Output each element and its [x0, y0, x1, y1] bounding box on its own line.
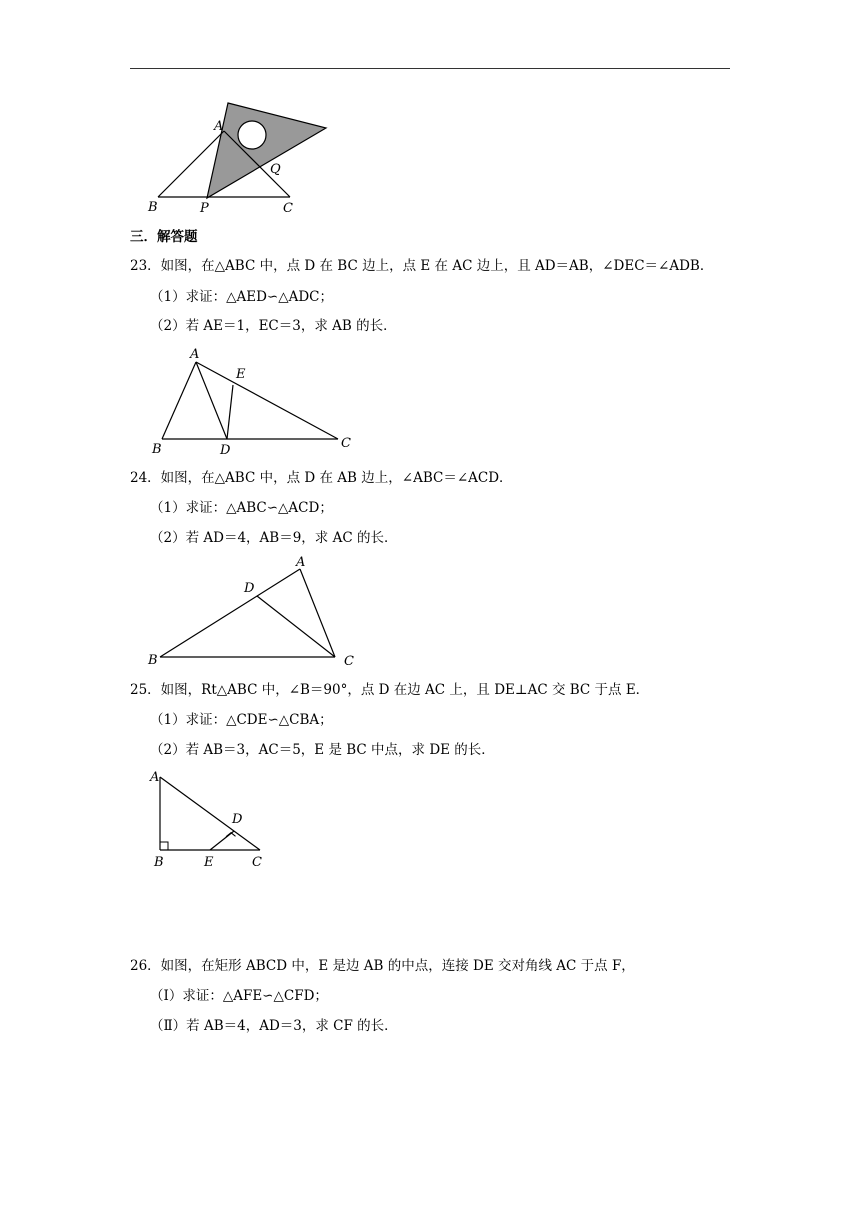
label-D: D [244, 581, 255, 596]
figure-q24 [140, 552, 370, 670]
q23-part1: （1）求证：△AED∽△ADC； [150, 289, 333, 305]
figure-q23 [140, 342, 370, 457]
label-C: C [344, 654, 354, 669]
label-A: A [214, 119, 224, 134]
q26-stem: 26．如图，在矩形 ABCD 中，E 是边 AB 的中点，连接 DE 交对角线 AC 于点 F， [130, 958, 635, 974]
header-rule [130, 68, 730, 69]
label-B: B [148, 653, 158, 668]
label-P: P [200, 201, 209, 216]
q26-part1: （Ⅰ）求证：△AFE∽△CFD； [150, 988, 328, 1004]
label-A: A [190, 347, 200, 362]
q23-part2: （2）若 AE＝1，EC＝3，求 AB 的长． [150, 318, 397, 334]
label-E: E [204, 855, 214, 870]
label-Q: Q [270, 162, 281, 177]
q25-part1: （1）求证：△CDE∽△CBA； [150, 712, 333, 728]
figure-q25 [140, 765, 280, 873]
label-C: C [341, 436, 351, 451]
q24-part1: （1）求证：△ABC∽△ACD； [150, 500, 333, 516]
label-B: B [152, 442, 162, 457]
label-B: B [148, 200, 158, 215]
label-D: D [220, 443, 231, 457]
label-B: B [154, 855, 164, 870]
label-A: A [150, 770, 160, 785]
q25-stem: 25．如图，Rt△ABC 中，∠B＝90°，点 D 在边 AC 上，且 DE⊥AC 交 BC 于点 E． [130, 682, 650, 698]
label-C: C [283, 201, 293, 216]
figure-triangle-setsquare [140, 95, 340, 220]
q23-stem: 23．如图，在△ABC 中，点 D 在 BC 边上，点 E 在 AC 边上，且 AD＝AB，∠DEC＝∠ADB． [130, 258, 714, 274]
label-A: A [296, 555, 306, 570]
q24-part2: （2）若 AD＝4，AB＝9，求 AC 的长． [150, 530, 398, 546]
q24-stem: 24．如图，在△ABC 中，点 D 在 AB 边上，∠ABC＝∠ACD． [130, 470, 513, 486]
q26-part2: （Ⅱ）若 AB＝4，AD＝3，求 CF 的长． [150, 1018, 398, 1034]
label-D: D [232, 812, 243, 827]
section-heading: 三．解答题 [130, 229, 198, 245]
q25-part2: （2）若 AB＝3，AC＝5，E 是 BC 中点，求 DE 的长． [150, 742, 495, 758]
label-E: E [236, 367, 246, 382]
label-C: C [252, 855, 262, 870]
